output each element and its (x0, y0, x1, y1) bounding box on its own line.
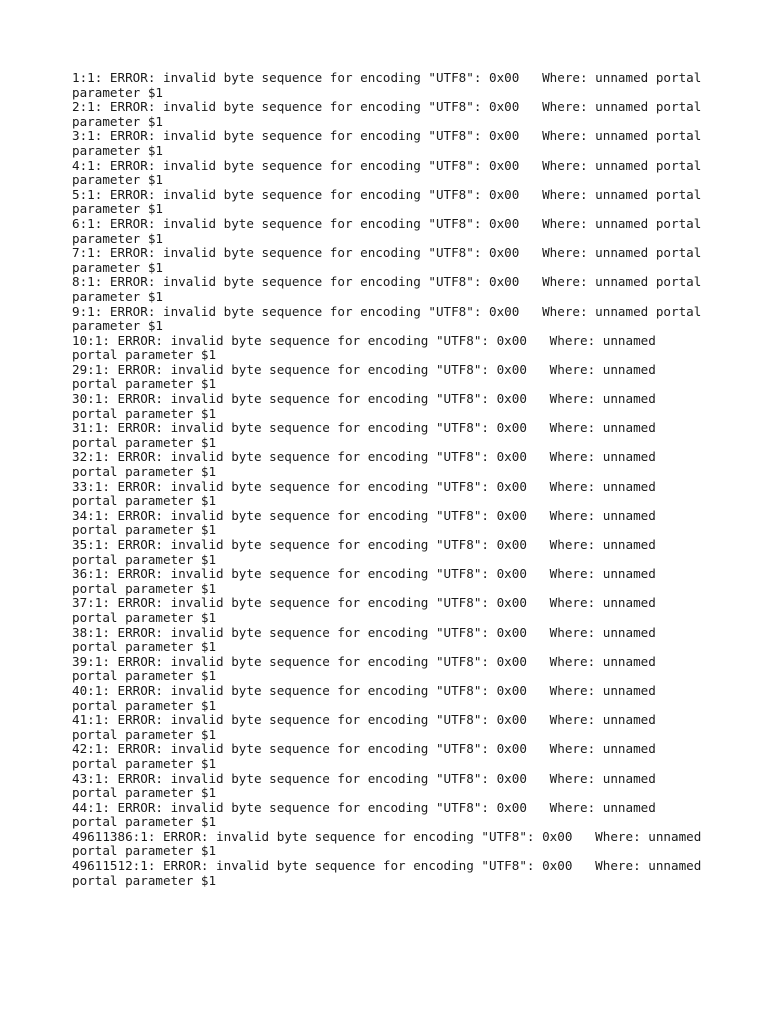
log-entry: 8:1: ERROR: invalid byte sequence for encoding "UTF8": 0x00 Where: unnamed portal parameter $1 (72, 274, 709, 304)
log-entry: 30:1: ERROR: invalid byte sequence for encoding "UTF8": 0x00 Where: unnamed portal parameter $1 (72, 391, 664, 421)
log-entry: 41:1: ERROR: invalid byte sequence for encoding "UTF8": 0x00 Where: unnamed portal parameter $1 (72, 712, 664, 742)
log-entry: 42:1: ERROR: invalid byte sequence for encoding "UTF8": 0x00 Where: unnamed portal parameter $1 (72, 741, 664, 771)
log-entry: 36:1: ERROR: invalid byte sequence for encoding "UTF8": 0x00 Where: unnamed portal parameter $1 (72, 566, 664, 596)
log-entry: 35:1: ERROR: invalid byte sequence for encoding "UTF8": 0x00 Where: unnamed portal parameter $1 (72, 537, 664, 567)
log-entry: 1:1: ERROR: invalid byte sequence for encoding "UTF8": 0x00 Where: unnamed portal parameter $1 (72, 70, 709, 100)
document-page (72, 70, 709, 888)
log-entry: 32:1: ERROR: invalid byte sequence for encoding "UTF8": 0x00 Where: unnamed portal parameter $1 (72, 449, 664, 480)
log-entry: 49611386:1: ERROR: invalid byte sequence for encoding "UTF8": 0x00 Where: unnamed portal parameter $1 (72, 828, 709, 859)
log-entry: 29:1: ERROR: invalid byte sequence for encoding "UTF8": 0x00 Where: unnamed portal parameter $1 (72, 361, 664, 392)
log-entry: 49611512:1: ERROR: invalid byte sequence for encoding "UTF8": 0x00 Where: unnamed portal parameter $1 (72, 858, 709, 888)
log-entry: 10:1: ERROR: invalid byte sequence for encoding "UTF8": 0x00 Where: unnamed portal parameter $1 (72, 332, 664, 363)
log-entry: 43:1: ERROR: invalid byte sequence for encoding "UTF8": 0x00 Where: unnamed portal parameter $1 (72, 770, 664, 801)
log-entry: 31:1: ERROR: invalid byte sequence for encoding "UTF8": 0x00 Where: unnamed portal parameter $1 (72, 420, 664, 450)
log-entry: 38:1: ERROR: invalid byte sequence for encoding "UTF8": 0x00 Where: unnamed portal parameter $1 (72, 624, 664, 655)
log-entry: 37:1: ERROR: invalid byte sequence for encoding "UTF8": 0x00 Where: unnamed portal parameter $1 (72, 595, 664, 625)
log-entry: 7:1: ERROR: invalid byte sequence for encoding "UTF8": 0x00 Where: unnamed portal parameter $1 (72, 245, 709, 275)
log-entry: 33:1: ERROR: invalid byte sequence for encoding "UTF8": 0x00 Where: unnamed portal parameter $1 (72, 478, 664, 509)
log-entry: 40:1: ERROR: invalid byte sequence for encoding "UTF8": 0x00 Where: unnamed portal parameter $1 (72, 682, 664, 713)
error-log-list (72, 70, 709, 888)
log-entry: 39:1: ERROR: invalid byte sequence for encoding "UTF8": 0x00 Where: unnamed portal parameter $1 (72, 653, 664, 684)
log-entry: 2:1: ERROR: invalid byte sequence for encoding "UTF8": 0x00 Where: unnamed portal parameter $1 (72, 99, 709, 129)
log-entry: 9:1: ERROR: invalid byte sequence for encoding "UTF8": 0x00 Where: unnamed portal parameter $1 (72, 303, 709, 334)
log-entry: 6:1: ERROR: invalid byte sequence for encoding "UTF8": 0x00 Where: unnamed portal parameter $1 (72, 215, 709, 246)
log-entry: 44:1: ERROR: invalid byte sequence for encoding "UTF8": 0x00 Where: unnamed portal parameter $1 (72, 799, 664, 830)
log-entry: 3:1: ERROR: invalid byte sequence for encoding "UTF8": 0x00 Where: unnamed portal parameter $1 (72, 128, 709, 158)
log-entry: 34:1: ERROR: invalid byte sequence for encoding "UTF8": 0x00 Where: unnamed portal parameter $1 (72, 507, 664, 538)
log-entry: 5:1: ERROR: invalid byte sequence for encoding "UTF8": 0x00 Where: unnamed portal parameter $1 (72, 186, 709, 217)
log-entry: 4:1: ERROR: invalid byte sequence for encoding "UTF8": 0x00 Where: unnamed portal parameter $1 (72, 157, 709, 188)
